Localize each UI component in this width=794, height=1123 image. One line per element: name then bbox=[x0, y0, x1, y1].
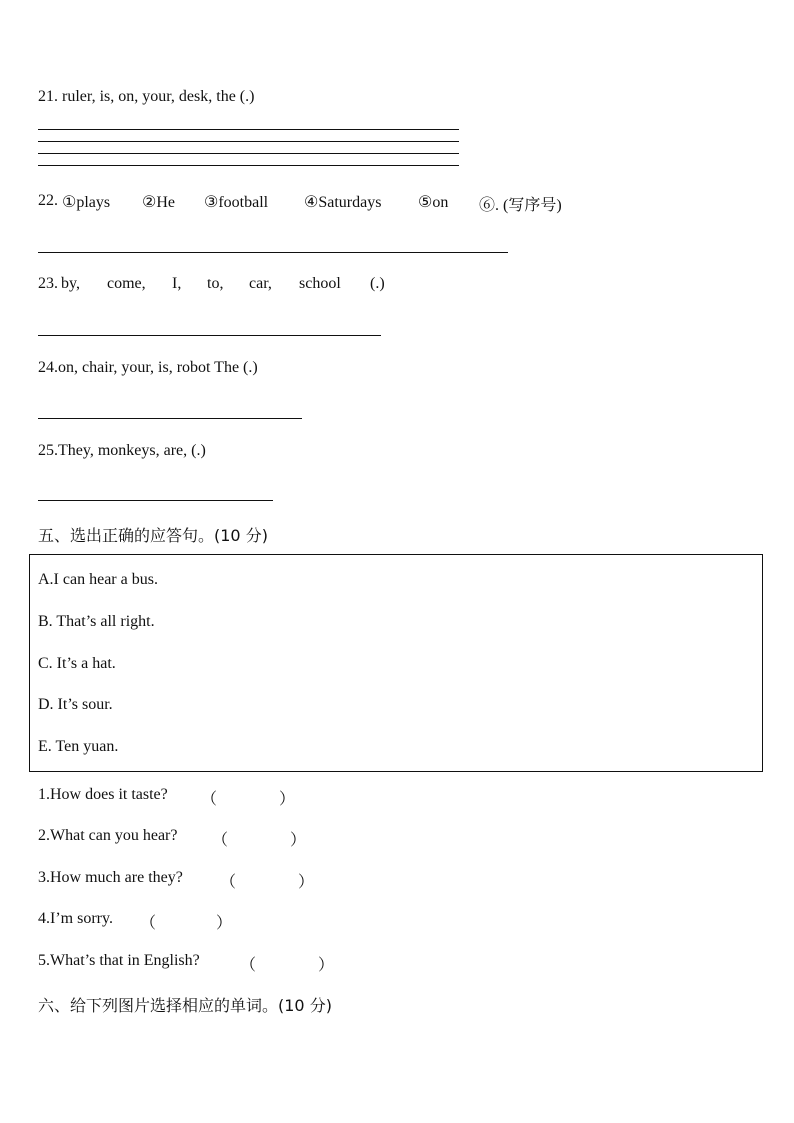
answer-paren-close-5: ） bbox=[318, 957, 335, 974]
response-question-4: 4.I’m sorry. bbox=[38, 910, 113, 927]
option-e: E. Ten yuan. bbox=[38, 738, 119, 755]
q23-word-5: car, bbox=[249, 275, 272, 292]
answer-paren-close-1: ） bbox=[279, 791, 296, 808]
q22-word-3: ③football bbox=[204, 194, 269, 211]
q23-answer-line[interactable] bbox=[38, 335, 381, 336]
q25-prompt: 25.They, monkeys, are, (.) bbox=[38, 442, 206, 459]
option-c: C. It’s a hat. bbox=[38, 655, 116, 672]
answer-paren-open-2: （ bbox=[212, 832, 229, 849]
q22-word-5: ⑤on bbox=[418, 194, 449, 211]
q23-word-3: I, bbox=[172, 275, 182, 292]
q25-answer-line[interactable] bbox=[38, 500, 273, 501]
q24-prompt: 24.on, chair, your, is, robot The (.) bbox=[38, 359, 258, 376]
q22-word-4: ④Saturdays bbox=[304, 194, 382, 211]
q24-answer-line[interactable] bbox=[38, 418, 302, 419]
q22-number: 22. bbox=[38, 192, 58, 209]
section6-title: 六、给下列图片选择相应的单词。(10 分) bbox=[38, 996, 332, 1015]
q23-word-6: school bbox=[299, 275, 341, 292]
q22-answer-line[interactable] bbox=[38, 252, 508, 253]
q22-word-1: ①plays bbox=[62, 194, 111, 211]
answer-paren-open-5: （ bbox=[240, 957, 257, 974]
section5-title: 五、选出正确的应答句。(10 分) bbox=[38, 526, 268, 545]
q22-word-2: ②He bbox=[142, 194, 175, 211]
answer-paren-close-2: ） bbox=[290, 832, 307, 849]
q21-answer-line-3[interactable] bbox=[38, 153, 459, 154]
answer-paren-open-1: （ bbox=[201, 791, 218, 808]
q21-answer-line-1[interactable] bbox=[38, 129, 459, 130]
q23-word-7: (.) bbox=[370, 275, 385, 292]
answer-paren-close-3: ） bbox=[298, 874, 315, 891]
response-question-5: 5.What’s that in English? bbox=[38, 952, 200, 969]
q22-word-6: ⑥. (写序号) bbox=[479, 197, 562, 214]
response-question-2: 2.What can you hear? bbox=[38, 827, 178, 844]
answer-paren-close-4: ） bbox=[216, 915, 233, 932]
option-b: B. That’s all right. bbox=[38, 613, 155, 630]
q21-prompt: 21. ruler, is, on, your, desk, the (.) bbox=[38, 88, 255, 105]
response-question-3: 3.How much are they? bbox=[38, 869, 183, 886]
answer-paren-open-3: （ bbox=[220, 874, 237, 891]
q21-answer-line-4[interactable] bbox=[38, 165, 459, 166]
q21-answer-line-2[interactable] bbox=[38, 141, 459, 142]
response-question-1: 1.How does it taste? bbox=[38, 786, 168, 803]
q23-word-1: by, bbox=[61, 275, 80, 292]
option-d: D. It’s sour. bbox=[38, 696, 113, 713]
answer-paren-open-4: （ bbox=[140, 915, 157, 932]
q23-number: 23. bbox=[38, 275, 58, 292]
option-a: A.I can hear a bus. bbox=[38, 571, 158, 588]
q23-word-2: come, bbox=[107, 275, 146, 292]
q23-word-4: to, bbox=[207, 275, 224, 292]
